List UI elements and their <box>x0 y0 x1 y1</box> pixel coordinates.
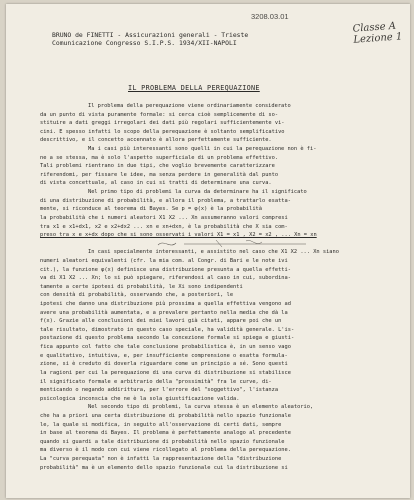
text-line: probabilità" ma è un elemento dello spazio funzionale cui la distribuzione si <box>40 464 288 471</box>
text-line: postazione di questo problema secondo la concezione formale si spiega e giusti- <box>40 335 295 342</box>
text-line: le, la quale si modifica, in seguito all'osservazione di certi dati, sempre <box>40 421 282 428</box>
handwritten-note <box>352 20 402 45</box>
text-line: psicologica inconscia che ne è la sola giustificazione valida. <box>40 395 240 402</box>
text-line: stituire a dati greggi irregolari dei dati più regolari sufficientemente vi- <box>40 120 285 127</box>
text-line: tamente a certe ipotesi di probabilità, le Xi sono indipendenti <box>40 283 243 290</box>
text-line: numeri aleatori equivalenti (cfr. la mia com. al Congr. di Bari e le note ivi <box>40 257 288 264</box>
text-line: la probabilità che i numeri aleatori X1 X2 ... Xn assumeranno valori compresi <box>40 214 288 221</box>
text-line: avere una probabilità aumentata, e a prevalere pertanto nella media che dà la <box>40 309 288 316</box>
text-line: con densità di probabilità, osservando che, a posteriori, le <box>40 292 234 299</box>
document-title: IL PROBLEMA DELLA PEREQUAZIONE <box>128 84 260 92</box>
text-line: zione, si è creduto di doverla riguardare come un principio a sé. Sono questi <box>40 361 288 368</box>
archive-number: 3208.03.01 <box>251 12 289 21</box>
text-line: Ma i casi più interessanti sono quelli in cui la perequazione non è fi- <box>88 146 317 153</box>
text-line: cit.), la funzione φ(x) definisce una distribuzione presunta a quella effetti- <box>40 266 291 273</box>
text-line: di vista concettuale, al caso in cui si tratti di determinare una curva. <box>40 180 272 187</box>
text-line: menticando o negando addirittura, per l'errore del "soggettivo", l'istanza <box>40 387 279 394</box>
text-line: Nel secondo tipo di problemi, la curva stessa è un elemento aleatorio, <box>88 404 314 411</box>
congress-line: Comunicazione Congresso S.I.P.S. 1934/XII-NAPOLI <box>52 38 237 47</box>
text-line: e qualitativo, intuitiva, e, per insufficiente comprensione o esatta formula- <box>40 352 288 359</box>
text-line: ne a se stessa, ma è solo l'aspetto superficiale di un problema effettivo. <box>40 154 279 161</box>
text-line: Il problema della perequazione viene ordinariamente considerato <box>88 103 291 109</box>
text-line: Tali problemi rientrano in due tipi, che voglio brevemente caratterizzare <box>40 163 275 170</box>
text-line: quando si guardi a tale distribuzione di probabilità nello spazio funzionale <box>40 438 285 445</box>
body-text <box>40 102 400 472</box>
text-line: fica appunto col fatto che tale conclusione probabilistica è, in un senso vago <box>40 344 291 351</box>
text-line: mente, si riconduce al teorema di Bayes. Se p = φ(x) è la probabilità <box>40 206 262 213</box>
text-line: il significato formale e arbitrario della "prossimità" fra le curve, di- <box>40 378 272 385</box>
handwritten-note-line: Classe A <box>352 20 397 35</box>
text-line: tra x1 e x1+dx1, x2 e x2+dx2 ... xn e xn+dxn, è la probabilità che X sia com- <box>40 223 288 230</box>
author-line: BRUNO de FINETTI - Assicurazioni generali - Trieste <box>52 31 249 39</box>
text-line: preso tra x e x+dx dopo che si sono osservati i valori X1 = x1 , X2 = x2 , ... Xn = xn <box>40 232 317 239</box>
text-line: In casi specialmente interessanti, e assistito nel caso che X1 X2 ... Xn siano <box>88 249 339 256</box>
handwritten-formula <box>156 237 316 251</box>
document-header <box>52 32 248 47</box>
text-line: riferendomi, per fissare le idee, ma senza perdere in generalità dal punto <box>40 171 279 178</box>
text-line: che ha a priori una certa distribuzione di probabilità nello spazio funzionale <box>40 412 291 419</box>
text-line: di una distribuzione di probabilità, e allora il problema, a trattarlo esatta- <box>40 197 291 204</box>
text-line: tale risultato, dimostrato in questo caso speciale, ha validità generale. L'is- <box>40 326 295 333</box>
text-line: va di X1 X2 ... Xn; lo si può spiegare, riferendosi al caso in cui, subordina- <box>40 275 291 282</box>
text-line: da un punto di vista puramente formale: si cerca cioè semplicemente di so- <box>40 111 279 118</box>
text-line: cini. E spesso infatti lo scopo della perequazione è soltanto semplificativo <box>40 128 285 135</box>
text-line: la ragioni per cui la perequazione di una curva di distribuzione si stabilisce <box>40 369 291 376</box>
text-line: ma diverso è il modo con cui viene ricollegato al problema della perequazione. <box>40 447 291 454</box>
text-line: f(x). Grazie alle conclusioni dei miei lavori già citati, appare poi che un <box>40 318 282 325</box>
text-line: Nel primo tipo di problemi la curva da determinare ha il significato <box>88 189 307 196</box>
text-line: in base al teorema di Bayes. Il problema è perfettamente analogo al precedente <box>40 430 291 437</box>
text-line: La "curva perequata" non è infatti la rappresentazione della "distribuzione <box>40 455 282 462</box>
text-line: descrittivo, e il concetto accennato è allora perfettamente sufficiente. <box>40 137 272 144</box>
handwritten-note-line: Lezione 1 <box>353 31 403 46</box>
text-line: ipotesi che danno una distribuzione più prossima a quella effettiva vengono ad <box>40 301 291 308</box>
document-page <box>6 4 410 498</box>
